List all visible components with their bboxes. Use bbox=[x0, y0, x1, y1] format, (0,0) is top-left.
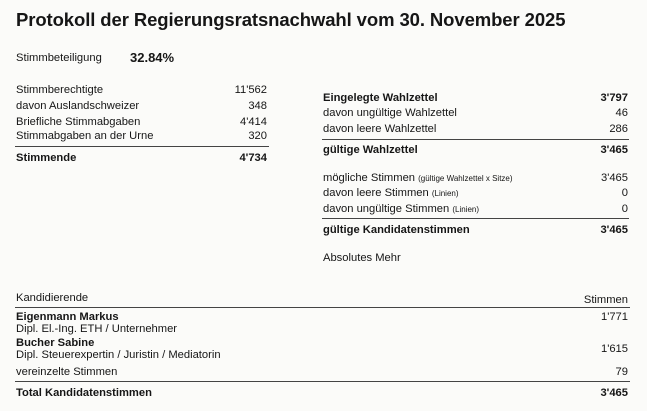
possible-votes-note: (gültige Wahlzettel x Sitze) bbox=[418, 174, 513, 183]
right-divider bbox=[322, 139, 629, 140]
invalid-votes-label: davon ungültige Stimmen (Linien) bbox=[323, 203, 480, 215]
valid-candidate-votes-value: 3'465 bbox=[600, 224, 628, 236]
candidate-votes: 1'615 bbox=[600, 343, 628, 355]
invalid-votes-value: 0 bbox=[621, 203, 628, 215]
turnout-label: Stimmbeteiligung bbox=[16, 52, 102, 64]
possible-votes-label: mögliche Stimmen (gültige Wahlzettel x Sitze) bbox=[323, 172, 513, 184]
page-title: Protokoll der Regierungsratsnachwahl vom 30. November 2025 bbox=[16, 9, 566, 30]
turnout-value: 32.84% bbox=[130, 50, 175, 65]
candidate-name: Bucher Sabine bbox=[16, 337, 95, 349]
ballots-label: Eingelegte Wahlzettel bbox=[323, 92, 438, 104]
invalid-ballots-label: davon ungültige Wahlzettel bbox=[323, 107, 457, 119]
empty-ballots-label: davon leere Wahlzettel bbox=[323, 123, 437, 135]
left-row-value: 320 bbox=[248, 130, 267, 142]
left-row-value: 11'562 bbox=[234, 84, 267, 96]
left-divider bbox=[15, 146, 269, 147]
scattered-votes-value: 79 bbox=[615, 366, 628, 378]
empty-votes-note: (Linien) bbox=[431, 189, 459, 198]
absolute-majority-label: Absolutes Mehr bbox=[323, 252, 401, 264]
possible-votes-value: 3'465 bbox=[600, 172, 628, 184]
candidates-header-label: Kandidierende bbox=[16, 292, 89, 304]
left-row-label: Briefliche Stimmabgaben bbox=[16, 116, 141, 128]
left-total-value: 4'734 bbox=[239, 152, 267, 164]
candidate-votes: 1'771 bbox=[600, 311, 628, 323]
valid-candidate-votes-label: gültige Kandidatenstimmen bbox=[323, 224, 470, 236]
left-row-label: davon Auslandschweizer bbox=[16, 100, 140, 112]
candidate-name: Eigenmann Markus bbox=[16, 311, 119, 323]
candidates-divider bbox=[15, 307, 630, 308]
total-votes-label: Total Kandidatenstimmen bbox=[16, 387, 152, 399]
empty-votes-value: 0 bbox=[621, 187, 628, 199]
invalid-ballots-value: 46 bbox=[615, 107, 628, 119]
empty-ballots-value: 286 bbox=[609, 123, 628, 135]
total-votes-value: 3'465 bbox=[600, 387, 628, 399]
candidates-header-votes: Stimmen bbox=[583, 294, 628, 306]
left-row-label: Stimmberechtigte bbox=[16, 84, 104, 96]
total-divider bbox=[15, 381, 630, 382]
valid-ballots-label: gültige Wahlzettel bbox=[323, 144, 418, 156]
left-total-label: Stimmende bbox=[16, 152, 77, 164]
left-row-value: 4'414 bbox=[239, 116, 267, 128]
ballots-value: 3'797 bbox=[600, 92, 628, 104]
scattered-votes-label: vereinzelte Stimmen bbox=[16, 366, 118, 378]
candidate-description: Dipl. El.-Ing. ETH / Unternehmer bbox=[16, 323, 178, 335]
candidate-description: Dipl. Steuerexpertin / Juristin / Mediatorin bbox=[16, 349, 221, 361]
left-row-label: Stimmabgaben an der Urne bbox=[16, 130, 154, 142]
right-divider-2 bbox=[322, 218, 629, 219]
empty-votes-label: davon leere Stimmen (Linien) bbox=[323, 187, 459, 199]
invalid-votes-note: (Linien) bbox=[452, 205, 480, 214]
left-row-value: 348 bbox=[248, 100, 267, 112]
valid-ballots-value: 3'465 bbox=[600, 144, 628, 156]
